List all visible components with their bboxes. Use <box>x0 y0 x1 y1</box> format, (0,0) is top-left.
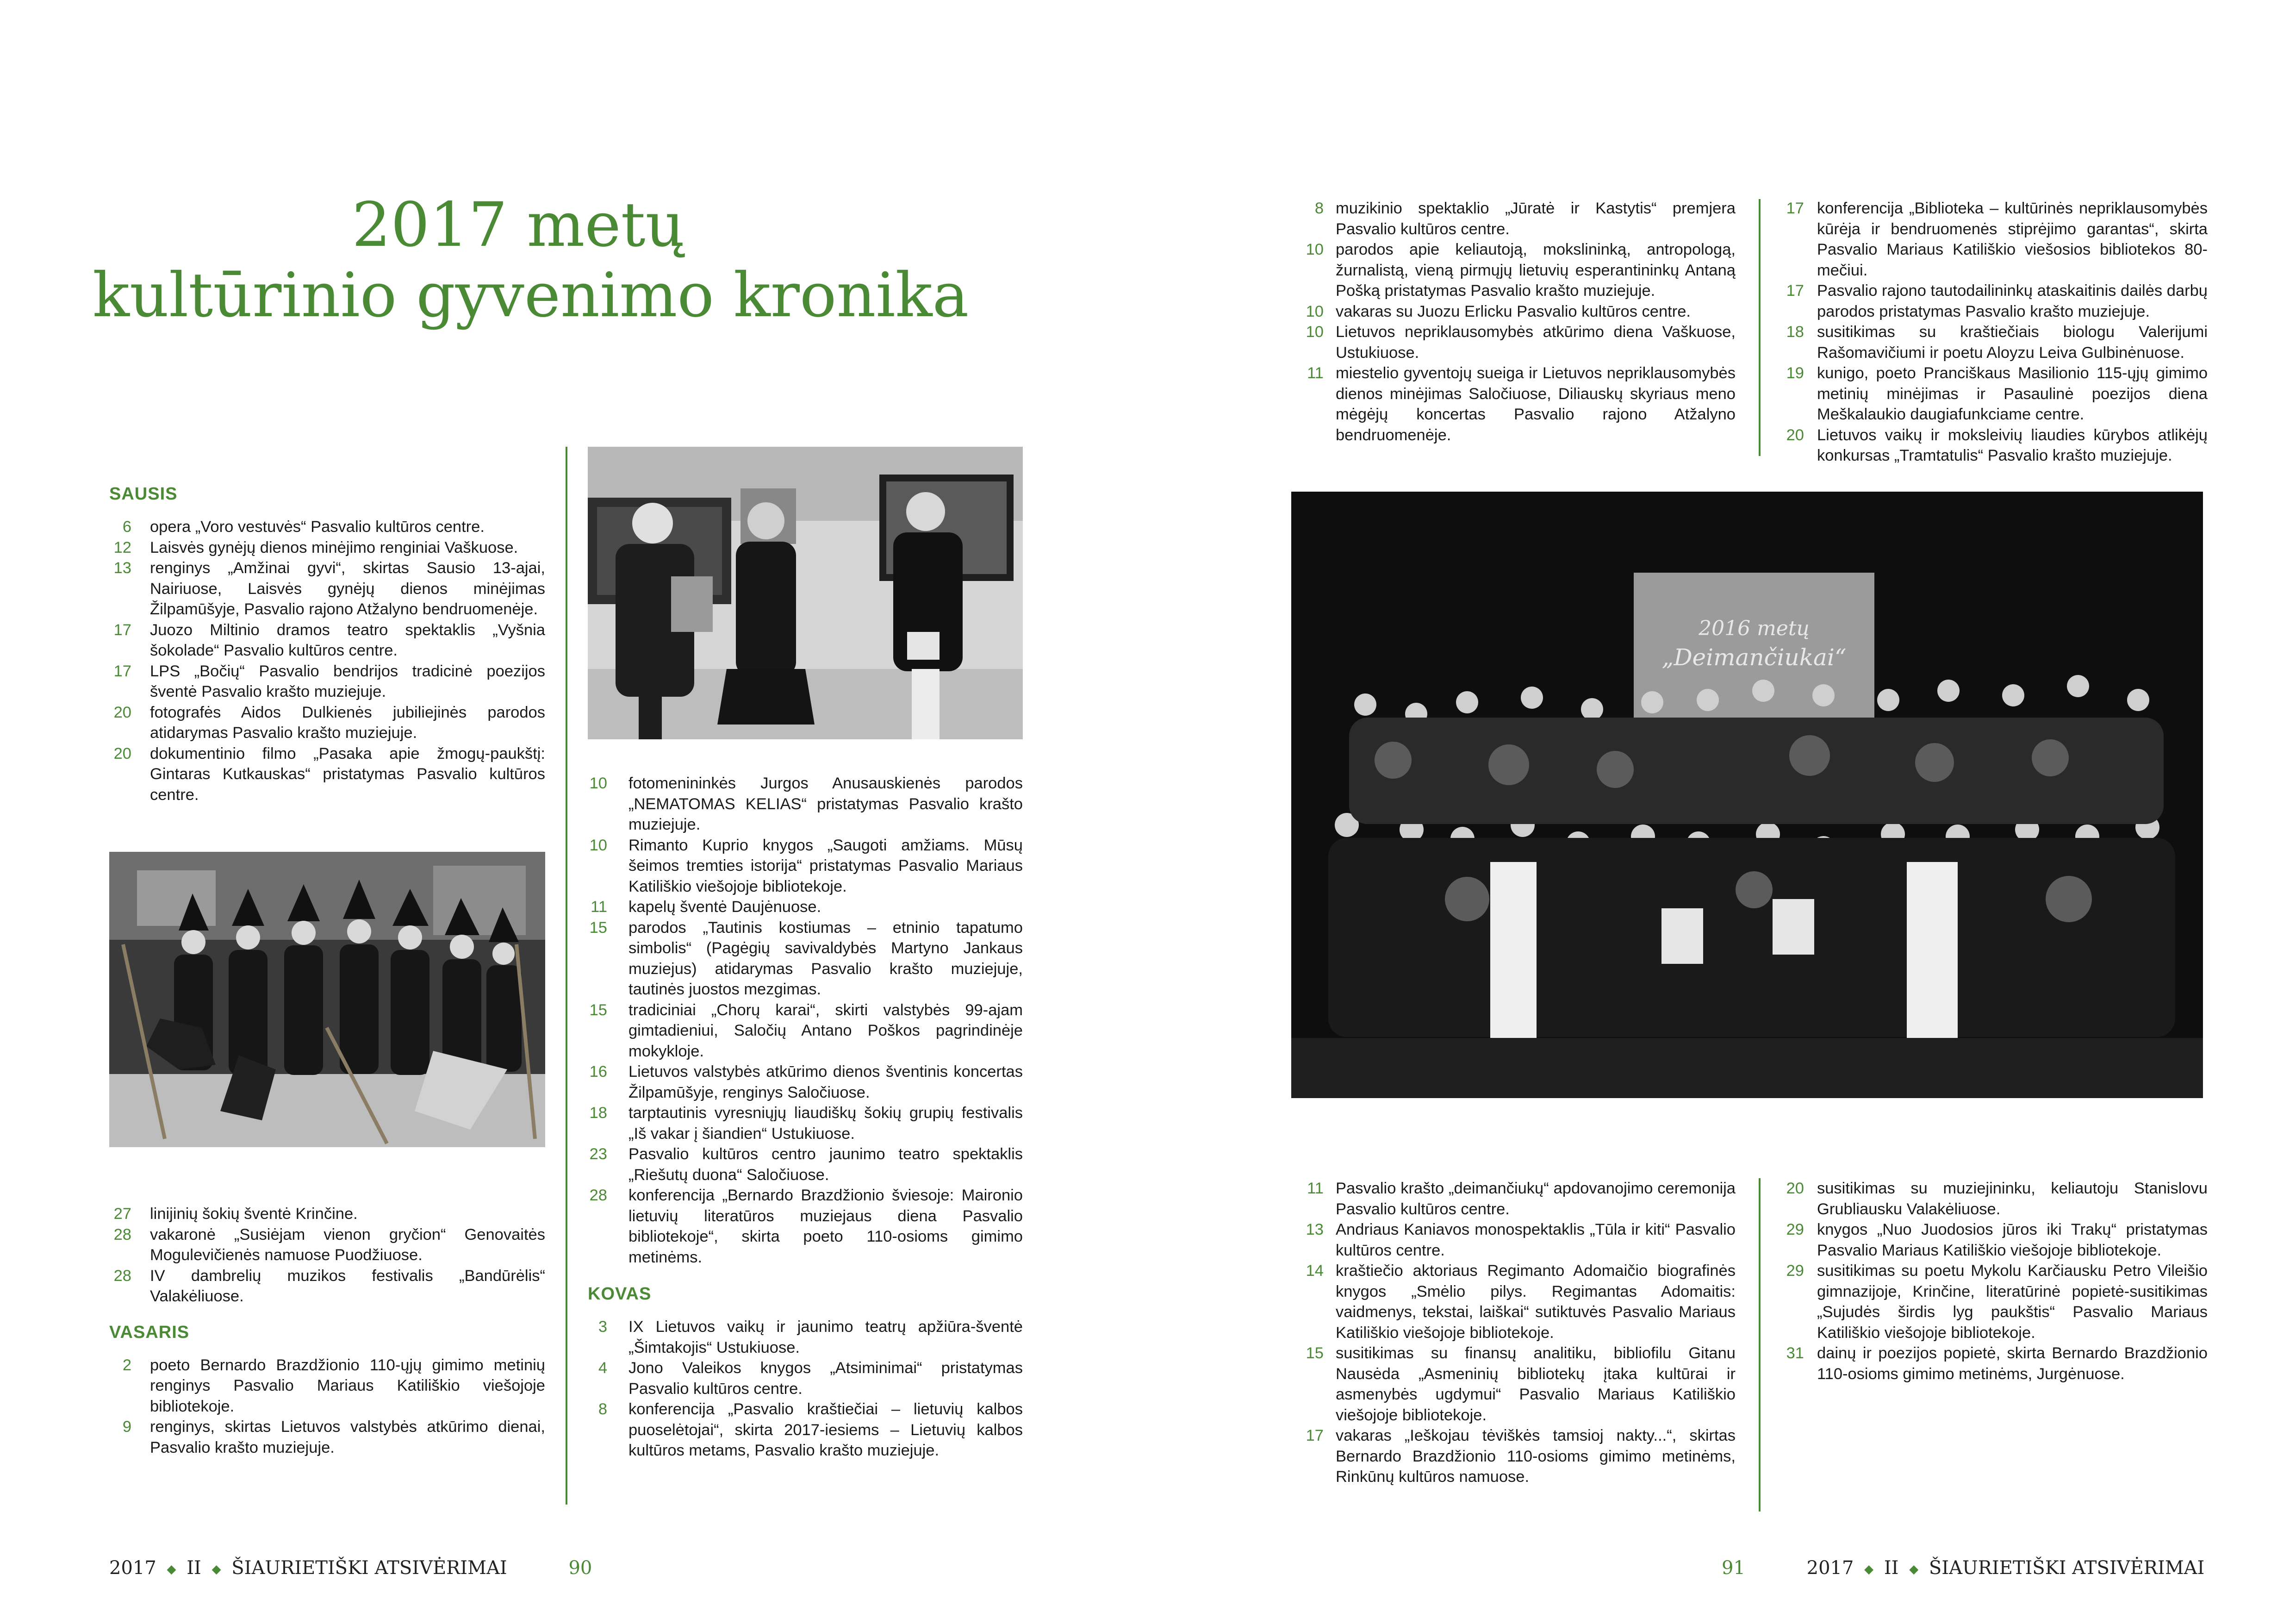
chronicle-entry <box>109 1417 545 1458</box>
entry-text: parodos „Tautinis kostiumas – etninio tapatumo simbolis“ (Pagėgių savivaldybės Martyno Jankaus muziejus) atidarymas Pasvalio krašto muziejuje, tautinės juostos mezgimas. <box>628 918 1023 998</box>
entries-sausis-2 <box>109 1204 545 1307</box>
chronicle-entry <box>109 661 545 702</box>
chronicle-entry <box>1776 1178 2208 1219</box>
chronicle-entry <box>588 1317 1023 1358</box>
entry-text: Juozo Miltinio dramos teatro spektaklis „Vyšnia šokolade“ Pasvalio kultūros centre. <box>150 621 545 659</box>
entry-day: 11 <box>591 898 607 916</box>
page-title <box>93 189 969 331</box>
entry-text: fotomenininkės Jurgos Anusauskienės parodos „NEMATOMAS KELIAS“ pristatymas Pasvalio krašto muziejuje. <box>628 775 1023 833</box>
entry-text: knygos „Nuo Juodosios jūros iki Trakų“ pristatymas Pasvalio Mariaus Katiliškio viešojoje bibliotekoje. <box>1817 1221 2208 1259</box>
entry-day: 15 <box>589 1001 607 1019</box>
screen-line-2: „Deimančiukai“ <box>1661 644 1847 671</box>
column-divider-right-bottom <box>1759 1178 1761 1512</box>
entry-text: kapelų šventė Daujėnuose. <box>628 898 821 916</box>
entries-kovas <box>588 1317 1023 1461</box>
photo-exhibition-gallery <box>588 447 1023 739</box>
entry-text: konferencija „Biblioteka – kultūrinės nepriklausomybės kūrėja ir bendruomenės stiprėjimo garantas“, skirta Pasvalio Mariaus Katiliškio viešosios bibliotekos 80-mečiui. <box>1817 200 2208 279</box>
chronicle-entry <box>109 702 545 743</box>
entry-day: 18 <box>589 1104 607 1122</box>
chronicle-entry <box>1291 1425 1736 1487</box>
column-3-bottom <box>1291 1178 1736 1487</box>
entry-day: 13 <box>1306 1221 1324 1238</box>
chronicle-entry <box>1291 198 1736 239</box>
chronicle-entry <box>588 1399 1023 1461</box>
entry-day: 20 <box>113 703 131 721</box>
entry-day: 14 <box>1306 1262 1324 1280</box>
chronicle-entry <box>588 1103 1023 1144</box>
witches-photo-illustration <box>109 852 545 1147</box>
chronicle-entry <box>1291 1178 1736 1219</box>
entry-text: tradiciniai „Chorų karai“, skirti valstybės 99-ajam gimtadieniui, Saločių Antano Poškos pagrindinėje mokykloje. <box>628 1001 1023 1060</box>
chronicle-entry <box>1291 239 1736 301</box>
photo-awards-ceremony <box>1291 492 2203 1098</box>
entry-text: Jono Valeikos knygos „Atsiminimai“ pristatymas Pasvalio kultūros centre. <box>628 1359 1023 1398</box>
entry-day: 20 <box>1786 1180 1804 1197</box>
section-heading-sausis: SAUSIS <box>109 484 178 504</box>
chronicle-entry <box>1291 1261 1736 1343</box>
photo-witches-group <box>109 852 545 1147</box>
column-1-lower <box>109 1204 545 1458</box>
entry-day: 11 <box>1307 1180 1324 1197</box>
entry-text: vakaras „Ieškojau tėviškės tamsioj nakty...“, skirtas Bernardo Brazdžionio 110-osioms gimimo metinėms, Rinkūnų kultūros namuose. <box>1336 1427 1736 1486</box>
diamond-icon: ◆ <box>1864 1562 1874 1576</box>
entry-text: Lietuvos valstybės atkūrimo dienos šventinis koncertas Žilpamūšyje, renginys Saločiuose. <box>628 1063 1023 1101</box>
entries-vasaris <box>109 1355 545 1458</box>
title-line-1: 2017 metų <box>352 189 685 261</box>
footer-journal: ŠIAURIETIŠKI ATSIVĖRIMAI <box>1929 1557 2205 1579</box>
entry-text: susitikimas su poetu Mykolu Karčiausku Petro Vileišio gimnazijoje, Krinčine, literatūrinė popietė-susitikimas „Sujudės širdis lyg paukštis“ Pasvalio Mariaus Katiliškio viešojoje bibliotekoje. <box>1817 1262 2208 1342</box>
entry-day: 11 <box>1307 364 1324 382</box>
chronicle-entry <box>109 1224 545 1266</box>
chronicle-entry <box>1776 1219 2208 1261</box>
entries-kovas-bottom <box>1291 1178 1736 1487</box>
chronicle-entry <box>1776 281 2208 322</box>
chronicle-entry <box>1291 322 1736 363</box>
chronicle-entry <box>1776 1261 2208 1343</box>
entry-day: 31 <box>1786 1344 1804 1362</box>
entry-text: susitikimas su muziejininku, keliautoju Stanislovu Grubliausku Valakėliuose. <box>1817 1180 2208 1218</box>
entry-day: 29 <box>1786 1262 1804 1280</box>
page-number-right: 91 <box>1722 1557 1745 1579</box>
entry-day: 20 <box>1786 426 1804 444</box>
entry-text: Andriaus Kaniavos monospektaklis „Tūla ir kiti“ Pasvalio kultūros centre. <box>1336 1221 1736 1259</box>
entry-text: Pasvalio rajono tautodailininkų ataskaitinis dailės darbų parodos pristatymas Pasvalio krašto muziejuje. <box>1817 282 2208 320</box>
chronicle-entry <box>109 620 545 661</box>
screen-line-1: 2016 metų <box>1699 617 1810 640</box>
entry-day: 12 <box>113 538 131 556</box>
entry-day: 15 <box>589 918 607 937</box>
entry-text: renginys „Amžinai gyvi“, skirtas Sausio 13-ajai, Nairiuose, Laisvės gynėjų dienos minėjimas Žilpamūšyje, Pasvalio rajono Atžalyno bendruomenėje. <box>150 559 545 618</box>
entry-day: 28 <box>589 1187 607 1204</box>
entry-day: 18 <box>1786 323 1804 341</box>
column-1 <box>109 472 545 805</box>
entry-text: renginys, skirtas Lietuvos valstybės atkūrimo dienai, Pasvalio krašto muziejuje. <box>150 1418 545 1456</box>
entry-text: kraštiečio aktoriaus Regimanto Adomaičio biografinės knygos „Smėlio pilys. Regimantas Adomaitis: vaidmenys, tekstai, laiškai“ sutiktuvės Pasvalio Mariaus Katiliškio viešojoje bibliotekoje. <box>1336 1262 1736 1342</box>
chronicle-entry <box>1291 301 1736 322</box>
entry-text: poeto Bernardo Brazdžionio 110-ųjų gimimo metinių renginys Pasvalio Mariaus Katiliškio viešojoje bibliotekoje. <box>150 1356 545 1415</box>
chronicle-entry <box>588 835 1023 897</box>
entry-day: 9 <box>122 1418 131 1436</box>
entry-text: linijinių šokių šventė Krinčine. <box>150 1205 358 1223</box>
chronicle-entry <box>109 743 545 806</box>
entries-kovas-continued <box>1291 198 1736 445</box>
entry-day: 28 <box>113 1225 131 1243</box>
entry-day: 2 <box>122 1356 131 1374</box>
entry-text: IV dambrelių muzikos festivalis „Bandūrėlis“ Valakėliuose. <box>150 1267 545 1305</box>
entry-day: 6 <box>122 518 131 536</box>
chronicle-entry <box>109 1266 545 1307</box>
column-3-top <box>1291 198 1736 445</box>
column-divider <box>566 447 567 1505</box>
entry-day: 17 <box>113 662 131 680</box>
entry-text: Pasvalio kultūros centro jaunimo teatro spektaklis „Riešutų duona“ Saločiuose. <box>628 1145 1023 1184</box>
entry-text: dainų ir poezijos popietė, skirta Bernardo Brazdžionio 110-osioms gimimo metinėms, Jurgėnuose. <box>1817 1344 2208 1383</box>
chronicle-entry <box>588 773 1023 835</box>
footer-right <box>1722 1556 2204 1581</box>
chronicle-entry <box>1776 363 2208 425</box>
entry-text: susitikimas su finansų analitiku, bibliofilu Gitanu Nausėda „Asmeninių bibliotekų įtaka kultūrai ir asmenybės ugdymui“ Pasvalio Mariaus Katiliškio viešojoje bibliotekoje. <box>1336 1344 1736 1424</box>
chronicle-entry <box>109 537 545 558</box>
entry-day: 27 <box>113 1205 131 1223</box>
column-2 <box>588 773 1023 1461</box>
page-number-left: 90 <box>568 1557 592 1579</box>
entry-text: susitikimas su kraštiečiais biologu Valerijumi Rašomavičiumi ir poetu Aloyzu Leiva Gulbinėnuose. <box>1817 323 2208 362</box>
chronicle-entry <box>1291 363 1736 445</box>
chronicle-entry <box>1776 1343 2208 1384</box>
footer-year: 2017 <box>109 1557 156 1579</box>
entry-day: 10 <box>1306 323 1324 341</box>
gallery-photo-illustration <box>588 447 1023 739</box>
entry-text: tarptautinis vyresniųjų liaudiškų šokių grupių festivalis „Iš vakar į šiandien“ Ustukiuose. <box>628 1104 1023 1143</box>
footer-year: 2017 <box>1806 1557 1854 1579</box>
entry-day: 17 <box>1786 200 1804 217</box>
entry-day: 8 <box>1314 200 1324 217</box>
entry-day: 28 <box>113 1267 131 1285</box>
entry-day: 29 <box>1786 1221 1804 1238</box>
entry-day: 17 <box>113 621 131 639</box>
entry-day: 10 <box>1306 241 1324 258</box>
entry-text: IX Lietuvos vaikų ir jaunimo teatrų apžiūra-šventė „Šimtakojis“ Ustukiuose. <box>628 1318 1023 1356</box>
entry-day: 10 <box>589 775 607 792</box>
chronicle-entry <box>588 897 1023 918</box>
entry-text: Lietuvos nepriklausomybės atkūrimo diena Vaškuose, Ustukiuose. <box>1336 323 1736 362</box>
entries-kovas-continued-2 <box>1776 198 2208 466</box>
entry-text: parodos apie keliautoją, mokslininką, antropologą, žurnalistą, vieną pirmųjų lietuvių esperantininkų Antaną Pošką pristatymas Pasvalio krašto muziejuje. <box>1336 241 1736 300</box>
section-heading-vasaris: VASARIS <box>109 1322 190 1342</box>
ceremony-photo-illustration <box>1291 492 2203 1098</box>
chronicle-entry <box>588 918 1023 1000</box>
entry-text: Rimanto Kuprio knygos „Saugoti amžiams. Mūsų šeimos tremties istorija“ pristatymas Pasvalio Mariaus Katiliškio viešojoje bibliotekoje. <box>628 836 1023 895</box>
entry-text: vakaras su Juozu Erlicku Pasvalio kultūros centre. <box>1336 302 1691 320</box>
entry-day: 10 <box>589 836 607 854</box>
diamond-icon: ◆ <box>1909 1562 1919 1576</box>
diamond-icon: ◆ <box>212 1562 221 1576</box>
footer-journal: ŠIAURIETIŠKI ATSIVĖRIMAI <box>231 1557 507 1579</box>
chronicle-entry <box>588 1062 1023 1103</box>
entries-sausis-1 <box>109 517 545 805</box>
entry-text: vakaronė „Susiėjam vienon gryčion“ Genovaitės Mogulevičienės namuose Puodžiuose. <box>150 1225 545 1264</box>
chronicle-entry <box>1776 198 2208 281</box>
footer-issue: II <box>187 1557 201 1579</box>
entry-day: 10 <box>1306 302 1324 320</box>
chronicle-entry <box>588 1358 1023 1399</box>
entry-text: miestelio gyventojų sueiga ir Lietuvos nepriklausomybės dienos minėjimas Saločiuose, Diliauskų skyriaus meno mėgėjų koncertas Pasvalio rajono Atžalyno bendruomenėje. <box>1336 364 1736 444</box>
entry-text: dokumentinio filmo „Pasaka apie žmogų-paukštį: Gintaras Kutkauskas“ pristatymas Pasvalio kultūros centre. <box>150 744 545 804</box>
entry-day: 3 <box>598 1318 607 1336</box>
column-4-bottom <box>1776 1178 2208 1384</box>
section-heading-kovas: KOVAS <box>588 1284 652 1304</box>
entry-day: 19 <box>1786 364 1804 382</box>
entry-text: Lietuvos vaikų ir moksleivių liaudies kūrybos atlikėjų konkursas „Tramtatulis“ Pasvalio krašto muziejuje. <box>1817 426 2208 464</box>
chronicle-entry <box>1291 1343 1736 1425</box>
title-line-2: kultūrinio gyvenimo kronika <box>93 260 969 331</box>
entry-text: kunigo, poeto Pranciškaus Masilionio 115-ųjų gimimo metinių minėjimas ir Pasaulinė poezijos diena Meškalaukio daugiafunkciame centre. <box>1817 364 2208 423</box>
entry-text: LPS „Bočių“ Pasvalio bendrijos tradicinė poezijos šventė Pasvalio krašto muziejuje. <box>150 662 545 700</box>
entry-day: 17 <box>1786 282 1804 300</box>
entry-text: muzikinio spektaklio „Jūratė ir Kastytis“ premjera Pasvalio kultūros centre. <box>1336 200 1736 238</box>
entry-day: 16 <box>589 1063 607 1081</box>
entry-day: 8 <box>598 1400 607 1418</box>
chronicle-entry <box>588 1144 1023 1185</box>
chronicle-entry <box>1291 1219 1736 1261</box>
chronicle-entry <box>588 1185 1023 1268</box>
entry-text: fotografės Aidos Dulkienės jubiliejinės parodos atidarymas Pasvalio krašto muziejuje. <box>150 703 545 742</box>
chronicle-entry <box>109 1355 545 1417</box>
chronicle-entry <box>1776 425 2208 466</box>
entry-text: Pasvalio krašto „deimančiukų“ apdovanojimo ceremonija Pasvalio kultūros centre. <box>1336 1180 1736 1218</box>
footer-issue: II <box>1884 1557 1899 1579</box>
footer-left <box>109 1556 592 1581</box>
entry-day: 23 <box>589 1145 607 1163</box>
entry-day: 20 <box>113 744 131 762</box>
entries-vasaris-continued <box>588 773 1023 1268</box>
entry-text: konferencija „Pasvalio kraštiečiai – lietuvių kalbos puoselėtojai“, skirta 2017-iesiems – Lietuvių kalbos kultūros metams, Pasvalio krašto muziejuje. <box>628 1400 1023 1459</box>
chronicle-entry <box>588 1000 1023 1062</box>
entry-day: 4 <box>598 1359 607 1377</box>
entry-day: 15 <box>1306 1344 1324 1362</box>
entry-text: konferencija „Bernardo Brazdžionio šviesoje: Maironio lietuvių literatūros muziejaus diena Pasvalio bibliotekoje“, skirta poeto 110-osioms gimimo metinėms. <box>628 1187 1023 1266</box>
chronicle-entry <box>1776 322 2208 363</box>
diamond-icon: ◆ <box>167 1562 176 1576</box>
chronicle-entry <box>109 558 545 620</box>
chronicle-entry <box>109 517 545 537</box>
entry-day: 13 <box>113 559 131 577</box>
entry-text: opera „Voro vestuvės“ Pasvalio kultūros centre. <box>150 518 485 536</box>
column-4-top <box>1776 198 2208 466</box>
chronicle-entry <box>109 1204 545 1224</box>
entries-kovas-bottom-2 <box>1776 1178 2208 1384</box>
entry-text: Laisvės gynėjų dienos minėjimo renginiai Vaškuose. <box>150 538 518 556</box>
entry-day: 17 <box>1306 1427 1324 1444</box>
column-divider-right-top <box>1759 199 1761 456</box>
